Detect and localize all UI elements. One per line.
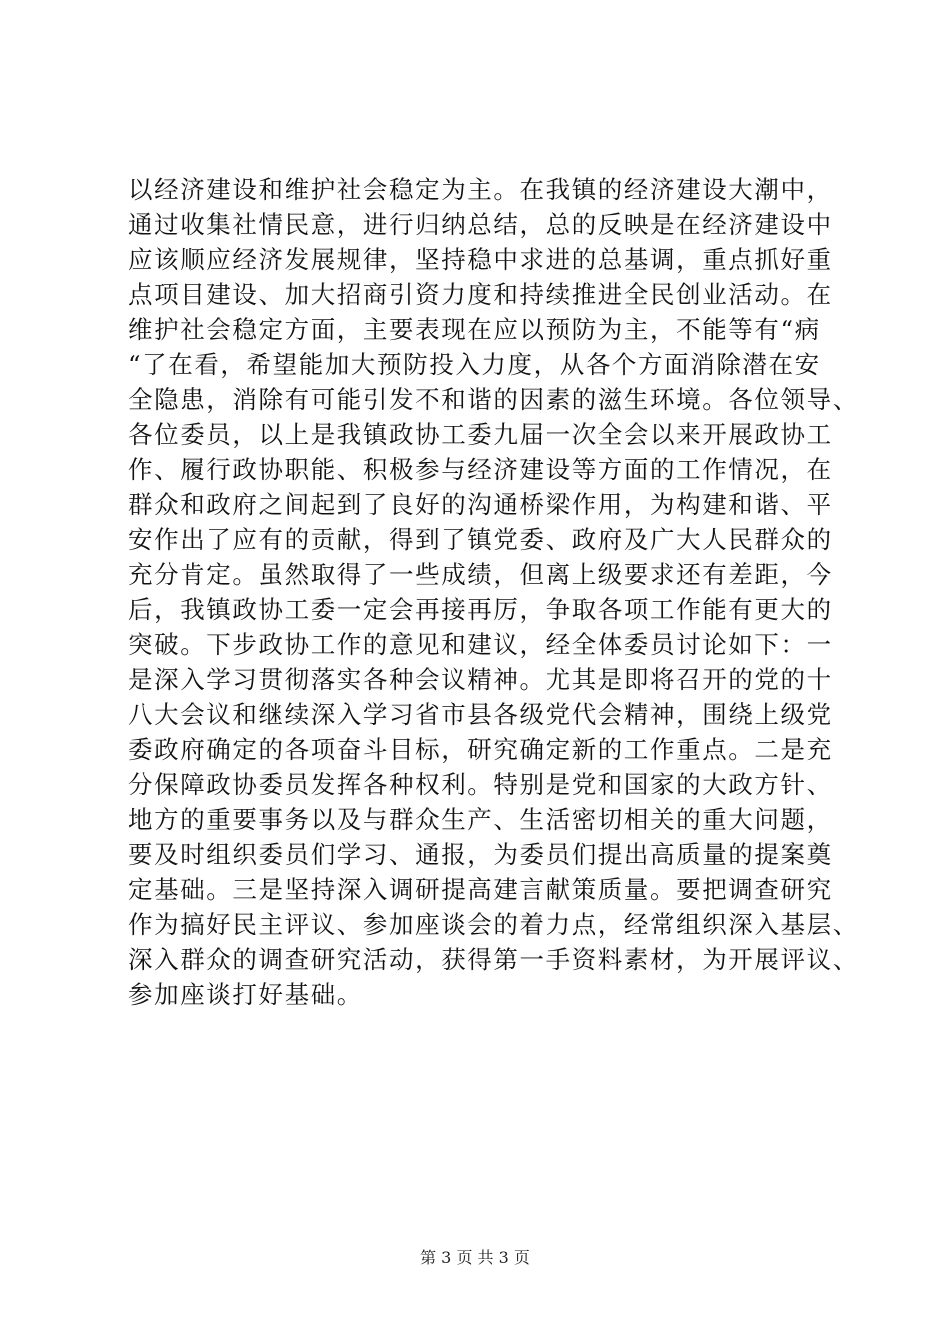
text-line: 委政府确定的各项奋斗目标，研究确定新的工作重点。二是充 <box>128 735 833 764</box>
text-line: 群众和政府之间起到了良好的沟通桥梁作用，为构建和谐、平 <box>128 490 833 519</box>
text-line: 后，我镇政协工委一定会再接再厉，争取各项工作能有更大的 <box>128 595 833 624</box>
body-text <box>128 172 859 1012</box>
text-line: 作为搞好民主评议、参加座谈会的着力点，经常组织深入基层、 <box>128 910 859 939</box>
text-line: 地方的重要事务以及与群众生产、生活密切相关的重大问题， <box>128 805 833 834</box>
text-line: 全隐患，消除有可能引发不和谐的因素的滋生环境。各位领导、 <box>128 385 859 414</box>
text-line: 各位委员，以上是我镇政协工委九届一次全会以来开展政协工 <box>128 420 833 449</box>
text-line: 充分肯定。虽然取得了一些成绩，但离上级要求还有差距，今 <box>128 560 833 589</box>
text-line: “了在看，希望能加大预防投入力度，从各个方面消除潜在安 <box>128 350 821 379</box>
page-number-label: 第 3 页 共 3 页 <box>420 1248 530 1267</box>
text-line: 突破。下步政协工作的意见和建议，经全体委员讨论如下：一 <box>128 630 833 659</box>
text-line: 应该顺应经济发展规律，坚持稳中求进的总基调，重点抓好重 <box>128 245 833 274</box>
text-line: 要及时组织委员们学习、通报，为委员们提出高质量的提案奠 <box>128 840 833 869</box>
text-line: 定基础。三是坚持深入调研提高建言献策质量。要把调查研究 <box>128 875 833 904</box>
text-line: 以经济建设和维护社会稳定为主。在我镇的经济建设大潮中， <box>128 175 833 204</box>
text-line: 点项目建设、加大招商引资力度和持续推进全民创业活动。在 <box>128 280 833 309</box>
page-footer <box>0 1245 950 1268</box>
text-line: 通过收集社情民意，进行归纳总结，总的反映是在经济建设中 <box>128 210 833 239</box>
text-line: 分保障政协委员发挥各种权利。特别是党和国家的大政方针、 <box>128 770 833 799</box>
text-line: 是深入学习贯彻落实各种会议精神。尤其是即将召开的党的十 <box>128 665 833 694</box>
text-line: 安作出了应有的贡献，得到了镇党委、政府及广大人民群众的 <box>128 525 833 554</box>
text-line: 参加座谈打好基础。 <box>128 980 363 1009</box>
text-line: 作、履行政协职能、积极参与经济建设等方面的工作情况，在 <box>128 455 833 484</box>
text-line: 维护社会稳定方面，主要表现在应以预防为主，不能等有“病 <box>128 315 821 344</box>
text-line: 深入群众的调查研究活动，获得第一手资料素材，为开展评议、 <box>128 945 859 974</box>
text-line: 八大会议和继续深入学习省市县各级党代会精神，围绕上级党 <box>128 700 833 729</box>
